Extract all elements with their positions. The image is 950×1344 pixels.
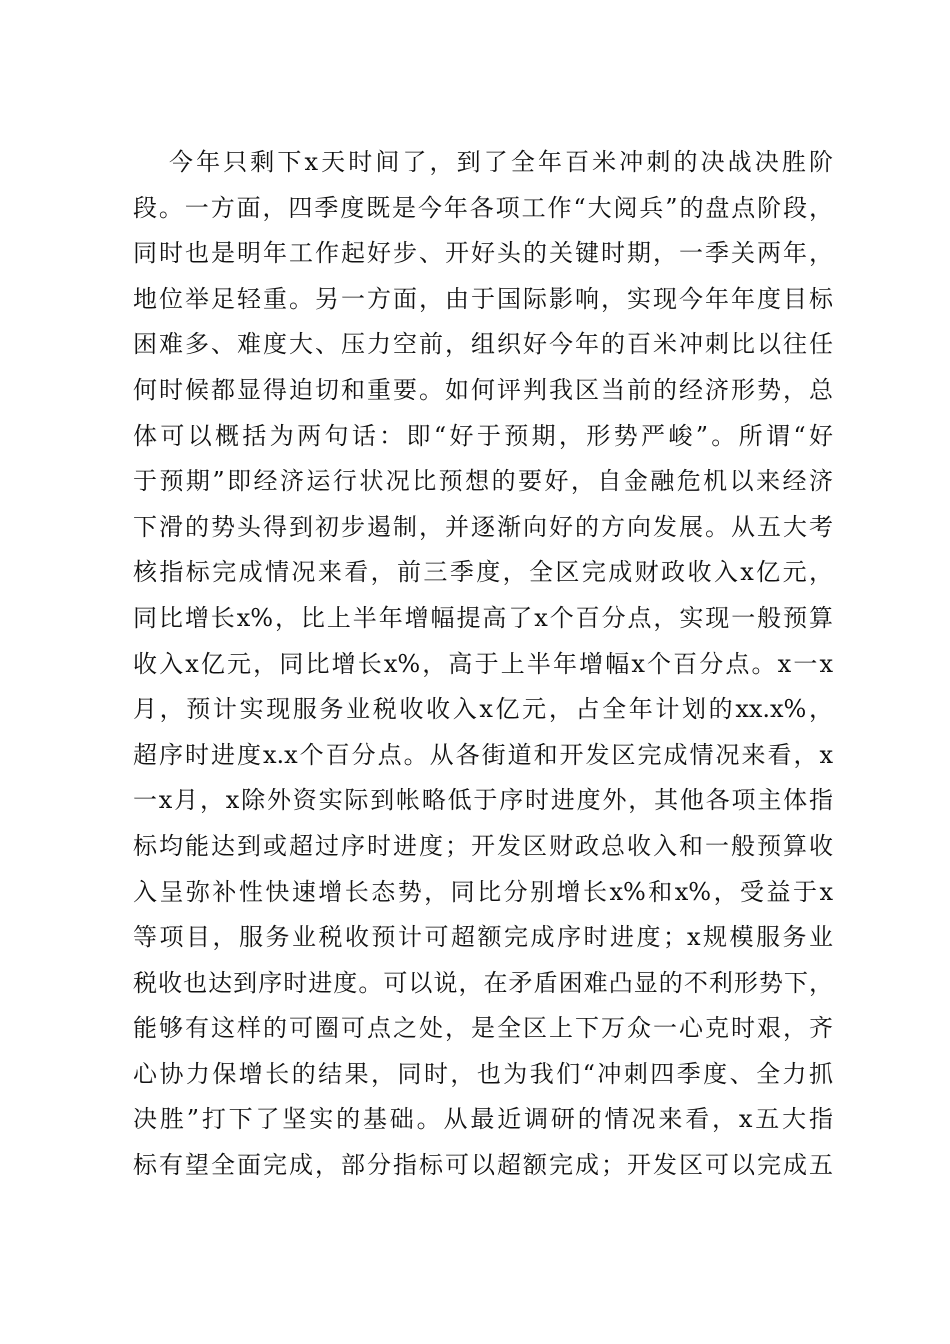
text-line: 核指标完成情况来看，前三季度，全区完成财政收入x亿元， bbox=[133, 558, 833, 587]
text-line: 心协力保增长的结果，同时，也为我们“冲刺四季度、全力抓 bbox=[133, 1059, 833, 1088]
text-line: 入呈弥补性快速增长态势，同比分别增长x%和x%，受益于x bbox=[133, 877, 833, 906]
text-line: 税收也达到序时进度。可以说，在矛盾困难凸显的不利形势下， bbox=[133, 968, 833, 997]
text-line: 体可以概括为两句话：即“好于预期，形势严峻”。所谓“好 bbox=[133, 421, 833, 450]
text-line: 困难多、难度大、压力空前，组织好今年的百米冲刺比以往任 bbox=[133, 330, 833, 359]
text-line: 下滑的势头得到初步遏制，并逐渐向好的方向发展。从五大考 bbox=[133, 512, 833, 541]
text-line: 同比增长x%，比上半年增幅提高了x个百分点，实现一般预算 bbox=[133, 603, 833, 632]
text-line: 同时也是明年工作起好步、开好头的关键时期，一季关两年， bbox=[133, 239, 833, 268]
text-line: 于预期”即经济运行状况比预想的要好，自金融危机以来经济 bbox=[133, 467, 833, 496]
text-line: 月，预计实现服务业税收收入x亿元，占全年计划的xx.x%， bbox=[133, 695, 833, 724]
text-line: 标有望全面完成，部分指标可以超额完成；开发区可以完成五 bbox=[133, 1151, 833, 1180]
text-line: 决胜”打下了坚实的基础。从最近调研的情况来看，x五大指 bbox=[133, 1105, 833, 1134]
text-line: 等项目，服务业税收预计可超额完成序时进度；x规模服务业 bbox=[133, 923, 833, 952]
body-paragraph bbox=[133, 140, 833, 1189]
text-line: 收入x亿元，同比增长x%，高于上半年增幅x个百分点。x一x bbox=[133, 649, 833, 678]
text-line: 今年只剩下x天时间了，到了全年百米冲刺的决战决胜阶 bbox=[169, 148, 833, 176]
text-line: 段。一方面，四季度既是今年各项工作“大阅兵”的盘点阶段， bbox=[133, 193, 833, 222]
text-line: 一x月，x除外资实际到帐略低于序时进度外，其他各项主体指 bbox=[133, 786, 833, 815]
text-line: 标均能达到或超过序时进度；开发区财政总收入和一般预算收 bbox=[133, 831, 833, 860]
text-line: 能够有这样的可圈可点之处，是全区上下万众一心克时艰，齐 bbox=[133, 1014, 833, 1043]
text-line: 地位举足轻重。另一方面，由于国际影响，实现今年年度目标 bbox=[133, 284, 833, 313]
text-line: 超序时进度x.x个百分点。从各街道和开发区完成情况来看，x bbox=[133, 740, 833, 769]
text-line: 何时候都显得迫切和重要。如何评判我区当前的经济形势，总 bbox=[133, 375, 833, 404]
